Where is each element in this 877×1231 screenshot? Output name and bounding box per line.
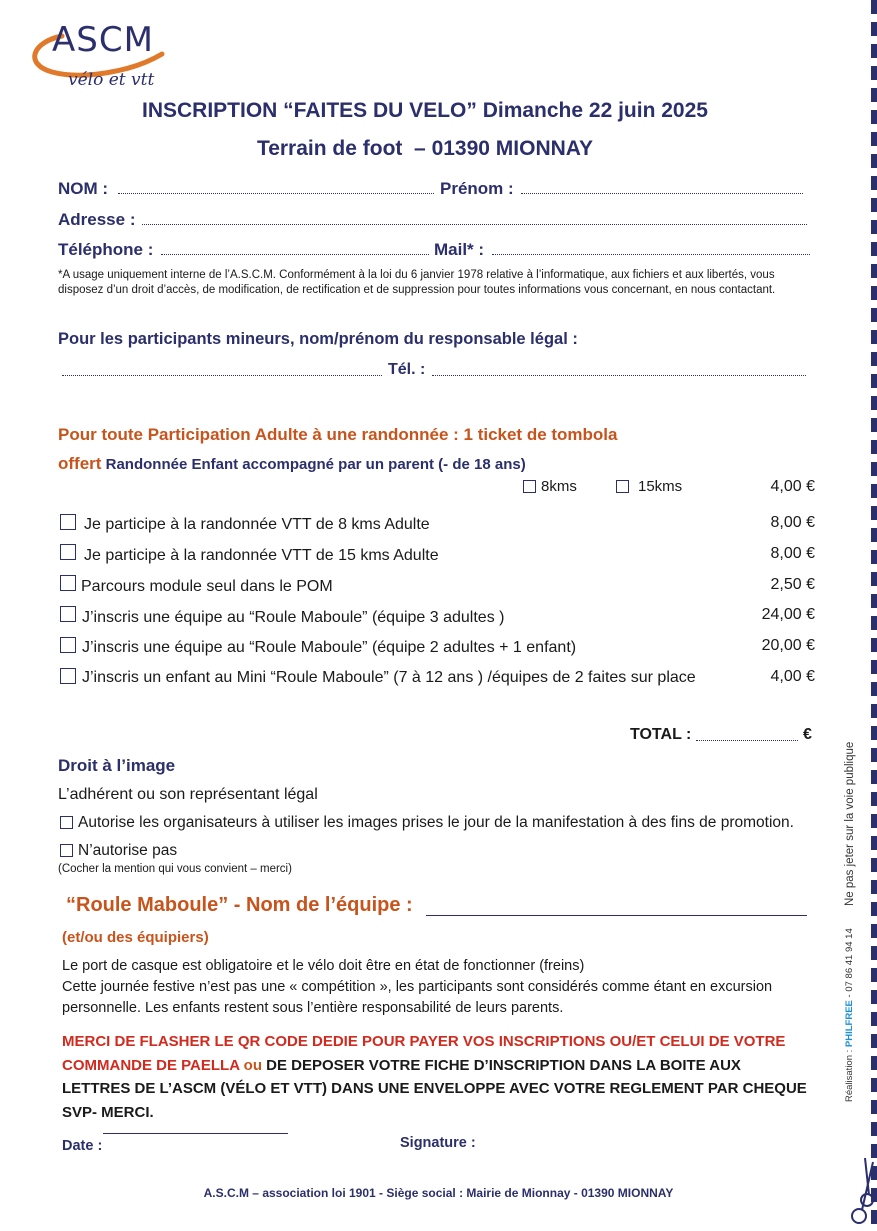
total-input[interactable] [696, 740, 798, 741]
item-checkbox-vtt-15[interactable] [60, 544, 76, 560]
telephone-label: Téléphone : [58, 240, 154, 259]
mail-label: Mail* : [434, 240, 485, 259]
scissors-icon [845, 1150, 875, 1230]
prenom-input[interactable] [521, 193, 803, 194]
child-15kms-label: 15kms [638, 478, 683, 495]
item-label-vtt-15: Je participe à la randonnée VTT de 15 kms Adulte [84, 547, 439, 564]
item-label-team-3: J’inscris une équipe au “Roule Maboule” (équipe 3 adultes ) [82, 609, 505, 626]
child-15kms-checkbox[interactable] [616, 480, 629, 493]
rules-line2: Cette journée festive n’est pas une « compétition », les participants sont considérés comme étant en excursion personnelle. Les enfants restent sous l’entière responsabilité de leurs parents. [62, 979, 773, 1016]
image-rights-subtitle: L’adhérent ou son représentant légal [58, 786, 318, 803]
logo-text: ASCM [52, 20, 154, 60]
item-label-mini: J’inscris un enfant au Mini “Roule Maboule” (7 à 12 ans ) /équipes de 2 faites sur place [82, 669, 696, 686]
credits-prefix: Réalisation : [844, 1047, 855, 1102]
item-checkbox-vtt-8[interactable] [60, 514, 76, 530]
item-label-team-2-1: J’inscris une équipe au “Roule Maboule” (équipe 2 adultes + 1 enfant) [82, 639, 577, 656]
mail-input[interactable] [492, 254, 810, 255]
image-rights-yes-checkbox[interactable] [60, 816, 73, 829]
payment-mailbox-text: DE DEPOSER VOTRE FICHE D’INSCRIPTION DANS LA BOITE AUX LETTRES DE L’ASCM (VÉLO ET VTT) DANS UNE ENVELOPPE AVEC VOTRE REGLEMENT PAR CHEQUE SVP- MERCI. [62, 1056, 807, 1121]
guardian-tel-input[interactable] [432, 375, 806, 376]
telephone-input[interactable] [161, 254, 429, 255]
item-price-mini: 4,00 € [770, 668, 815, 685]
nom-label: NOM : [58, 179, 109, 198]
side-public-notice: Ne pas jeter sur la voie publique [844, 741, 856, 906]
image-rights-yes-label: Autorise les organisateurs à utiliser les images prises le jour de la manifestation à des fins de promotion. [78, 814, 794, 831]
adresse-input[interactable] [142, 224, 807, 225]
footer: A.S.C.M – association loi 1901 - Siège social : Mairie de Mionnay - 01390 MIONNAY [203, 1186, 674, 1200]
image-rights-note: (Cocher la mention qui vous convient – merci) [58, 863, 292, 875]
total-label: TOTAL : [630, 726, 692, 743]
tombola-line2 [58, 454, 526, 474]
minors-label: Pour les participants mineurs, nom/prénom du responsable légal : [58, 330, 578, 348]
item-price-pom: 2,50 € [770, 576, 815, 593]
child-8kms-label: 8kms [541, 478, 577, 495]
child-8kms-checkbox[interactable] [523, 480, 536, 493]
nom-input[interactable] [118, 193, 434, 194]
payment-qr-text: MERCI DE FLASHER LE QR CODE DEDIE POUR PAYER VOS INSCRIPTIONS OU/ET CELUI DE VOTRE COMMANDE DE PAELLA [62, 1033, 786, 1074]
page-title [0, 99, 850, 123]
item-checkbox-team-3[interactable] [60, 606, 76, 622]
image-rights-no-label: N’autorise pas [78, 842, 178, 859]
image-rights-title: Droit à l’image [58, 756, 176, 775]
item-checkbox-pom[interactable] [60, 575, 76, 591]
team-label-quoted: “Roule Maboule” [66, 894, 229, 916]
side-credits [844, 928, 855, 1102]
team-name-input[interactable] [426, 915, 807, 916]
cut-border [871, 0, 877, 1231]
item-price-vtt-8: 8,00 € [770, 514, 815, 531]
team-sub: (et/ou des équipiers) [62, 929, 209, 946]
offert-text: offert [58, 454, 102, 473]
item-checkbox-mini[interactable] [60, 668, 76, 684]
date-input[interactable] [103, 1133, 288, 1134]
payment-ou-text: ou [243, 1056, 262, 1074]
credits-phone: - 07 86 41 94 14 [844, 928, 855, 1001]
adresse-label: Adresse : [58, 210, 136, 229]
signature-label: Signature : [400, 1135, 476, 1151]
item-price-team-3: 24,00 € [761, 606, 815, 623]
title-prefix: INSCRIPTION “FAITES DU VELO” Dimanche [142, 99, 589, 122]
item-price-vtt-15: 8,00 € [770, 545, 815, 562]
item-label-vtt-8: Je participe à la randonnée VTT de 8 kms Adulte [84, 516, 430, 533]
payment-text [62, 1030, 807, 1124]
item-checkbox-team-2-1[interactable] [60, 637, 76, 653]
image-rights-no-checkbox[interactable] [60, 844, 73, 857]
prenom-label: Prénom : [440, 179, 514, 198]
title-date: 22 juin 2025 [588, 99, 708, 122]
guardian-name-input[interactable] [62, 375, 382, 376]
team-label [66, 894, 413, 917]
rules-text [62, 956, 832, 1019]
credits-brand: PHILFREE [844, 1000, 855, 1048]
item-price-team-2-1: 20,00 € [761, 637, 815, 654]
tombola-line1: Pour toute Participation Adulte à une randonnée : 1 ticket de tombola [58, 425, 618, 444]
item-label-pom: Parcours module seul dans le POM [81, 578, 333, 595]
rules-line1: Le port de casque est obligatoire et le vélo doit être en état de fonctionner (freins) [62, 958, 585, 974]
team-label-rest: - Nom de l’équipe : [228, 894, 413, 916]
page-subtitle: Terrain de foot – 01390 MIONNAY [256, 137, 594, 160]
child-price: 4,00 € [770, 478, 815, 495]
total-currency: € [803, 726, 812, 743]
child-ride-text: Randonnée Enfant accompagné par un parent (- de 18 ans) [101, 456, 526, 473]
logo-tagline: vélo et vtt [68, 70, 155, 90]
logo [22, 14, 172, 94]
guardian-tel-label: Tél. : [388, 361, 426, 378]
privacy-note: *A usage uniquement interne de l’A.S.C.M. Conformément à la loi du 6 janvier 1978 relative à l’informatique, aux fichiers et aux libertés, vous disposez d’un droit d’accès, de modification, de rectification et de suppression pour toutes informations vous concernant, en nous contactant. [58, 269, 776, 296]
date-label: Date : [62, 1138, 103, 1154]
